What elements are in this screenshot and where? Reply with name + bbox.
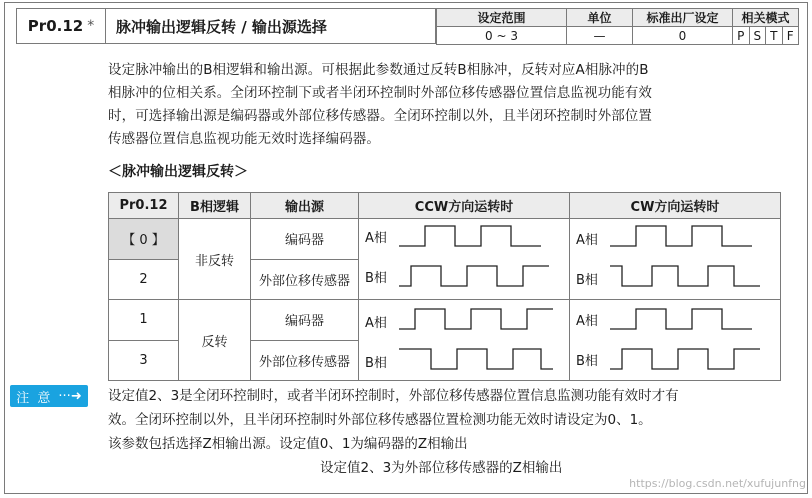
a-phase-pulse (399, 309, 553, 329)
unit-label: 单位 (567, 9, 633, 27)
col-header-cw: CW方向运转时 (570, 193, 781, 219)
wave-label-b: B相 (576, 273, 598, 288)
table-row-value: 1 (109, 300, 179, 341)
ccw-pulse-diagram (359, 300, 570, 380)
watermark: https://blog.csdn.net/xufujunfng (629, 477, 806, 490)
cw-waveform-noninverted (570, 219, 781, 300)
default-label: 标准出厂设定 (633, 9, 733, 27)
range-label: 设定范围 (437, 9, 567, 27)
wave-label-a: A相 (365, 316, 387, 331)
mode-f: F (786, 28, 794, 43)
ccw-waveform-inverted (359, 300, 570, 381)
parameter-mark: * (87, 18, 95, 34)
note-badge (10, 385, 88, 407)
cw-waveform-inverted (570, 300, 781, 381)
description-line: 设定脉冲输出的B相逻辑和输出源。可根据此参数通过反转B相脉冲，反转对应A相脉冲的B (108, 62, 649, 78)
table-row-logic: 非反转 (179, 219, 251, 300)
a-phase-pulse (610, 309, 752, 329)
description-line: 传感器位置信息监视功能无效时选择编码器。 (108, 131, 380, 147)
note-line: 该参数包括选择Z相输出源。设定值0、1为编码器的Z相输出 (108, 436, 468, 452)
col-header-source: 输出源 (251, 193, 359, 219)
mode-label: 相关模式 (733, 9, 799, 27)
description-line: 相脉冲的位相关系。全闭环控制下或者半闭环控制时外部位移传感器位置信息监视功能有效 (108, 85, 652, 101)
note-badge-text: 注 意 (16, 390, 53, 406)
mode-p: P (733, 27, 750, 44)
note-line: 设定值2、3是全闭环控制时，或者半闭环控制时，外部位移传感器位置信息监测功能有效时才有 (108, 388, 679, 404)
cw-pulse-diagram (570, 219, 781, 299)
table-row-source: 编码器 (251, 219, 359, 260)
wave-label-a: A相 (365, 231, 387, 246)
table-row-source: 外部位移传感器 (251, 259, 359, 300)
note-text (108, 384, 798, 480)
wave-label-b: B相 (365, 271, 387, 286)
col-header-ccw: CCW方向运转时 (359, 193, 570, 219)
default-value: 0 (633, 27, 733, 45)
mode-t: T (766, 27, 783, 44)
description-line: 时，可选择输出源是编码器或外部位移传感器。全闭环控制以外，且半闭环控制时外部位置 (108, 108, 652, 124)
note-line: 效。全闭环控制以外，且半闭环控制时外部位移传感器位置检测功能无效时请设定为0、1。 (108, 412, 652, 428)
col-header-logic: B相逻辑 (179, 193, 251, 219)
b-phase-pulse (610, 266, 760, 286)
table-row-source: 编码器 (251, 300, 359, 341)
table-row-source: 外部位移传感器 (251, 340, 359, 381)
table-row-value: 2 (109, 259, 179, 300)
parameter-code (16, 8, 106, 44)
table-row-logic: 反转 (179, 300, 251, 381)
parameter-code-text: Pr0.12 (27, 17, 84, 35)
ccw-pulse-diagram (359, 219, 570, 299)
mode-s: S (750, 27, 767, 44)
range-value: 0 ~ 3 (437, 27, 567, 45)
table-row-value: 3 (109, 340, 179, 381)
b-phase-pulse (399, 266, 549, 286)
cw-pulse-diagram (570, 300, 781, 380)
a-phase-pulse (399, 226, 541, 246)
a-phase-pulse (610, 226, 752, 246)
mode-cells (733, 27, 799, 45)
wave-label-a: A相 (576, 314, 598, 329)
unit-value: — (567, 27, 633, 45)
col-header-value: Pr0.12 (109, 193, 179, 219)
b-phase-pulse (610, 349, 760, 369)
section-heading: ＜脉冲输出逻辑反转＞ (108, 164, 248, 180)
parameter-title: 脉冲输出逻辑反转 / 输出源选择 (106, 8, 436, 44)
spec-table (436, 8, 799, 45)
logic-table (108, 192, 781, 381)
description (108, 59, 798, 151)
table-row-value: 【 0 】 (109, 219, 179, 260)
ccw-waveform-noninverted (359, 219, 570, 300)
wave-label-b: B相 (576, 354, 598, 369)
wave-label-b: B相 (365, 356, 387, 371)
note-line: 设定值2、3为外部位移传感器的Z相输出 (320, 460, 563, 476)
arrow-right-icon: ···➜ (58, 388, 82, 404)
wave-label-a: A相 (576, 233, 598, 248)
b-phase-pulse (399, 349, 553, 369)
